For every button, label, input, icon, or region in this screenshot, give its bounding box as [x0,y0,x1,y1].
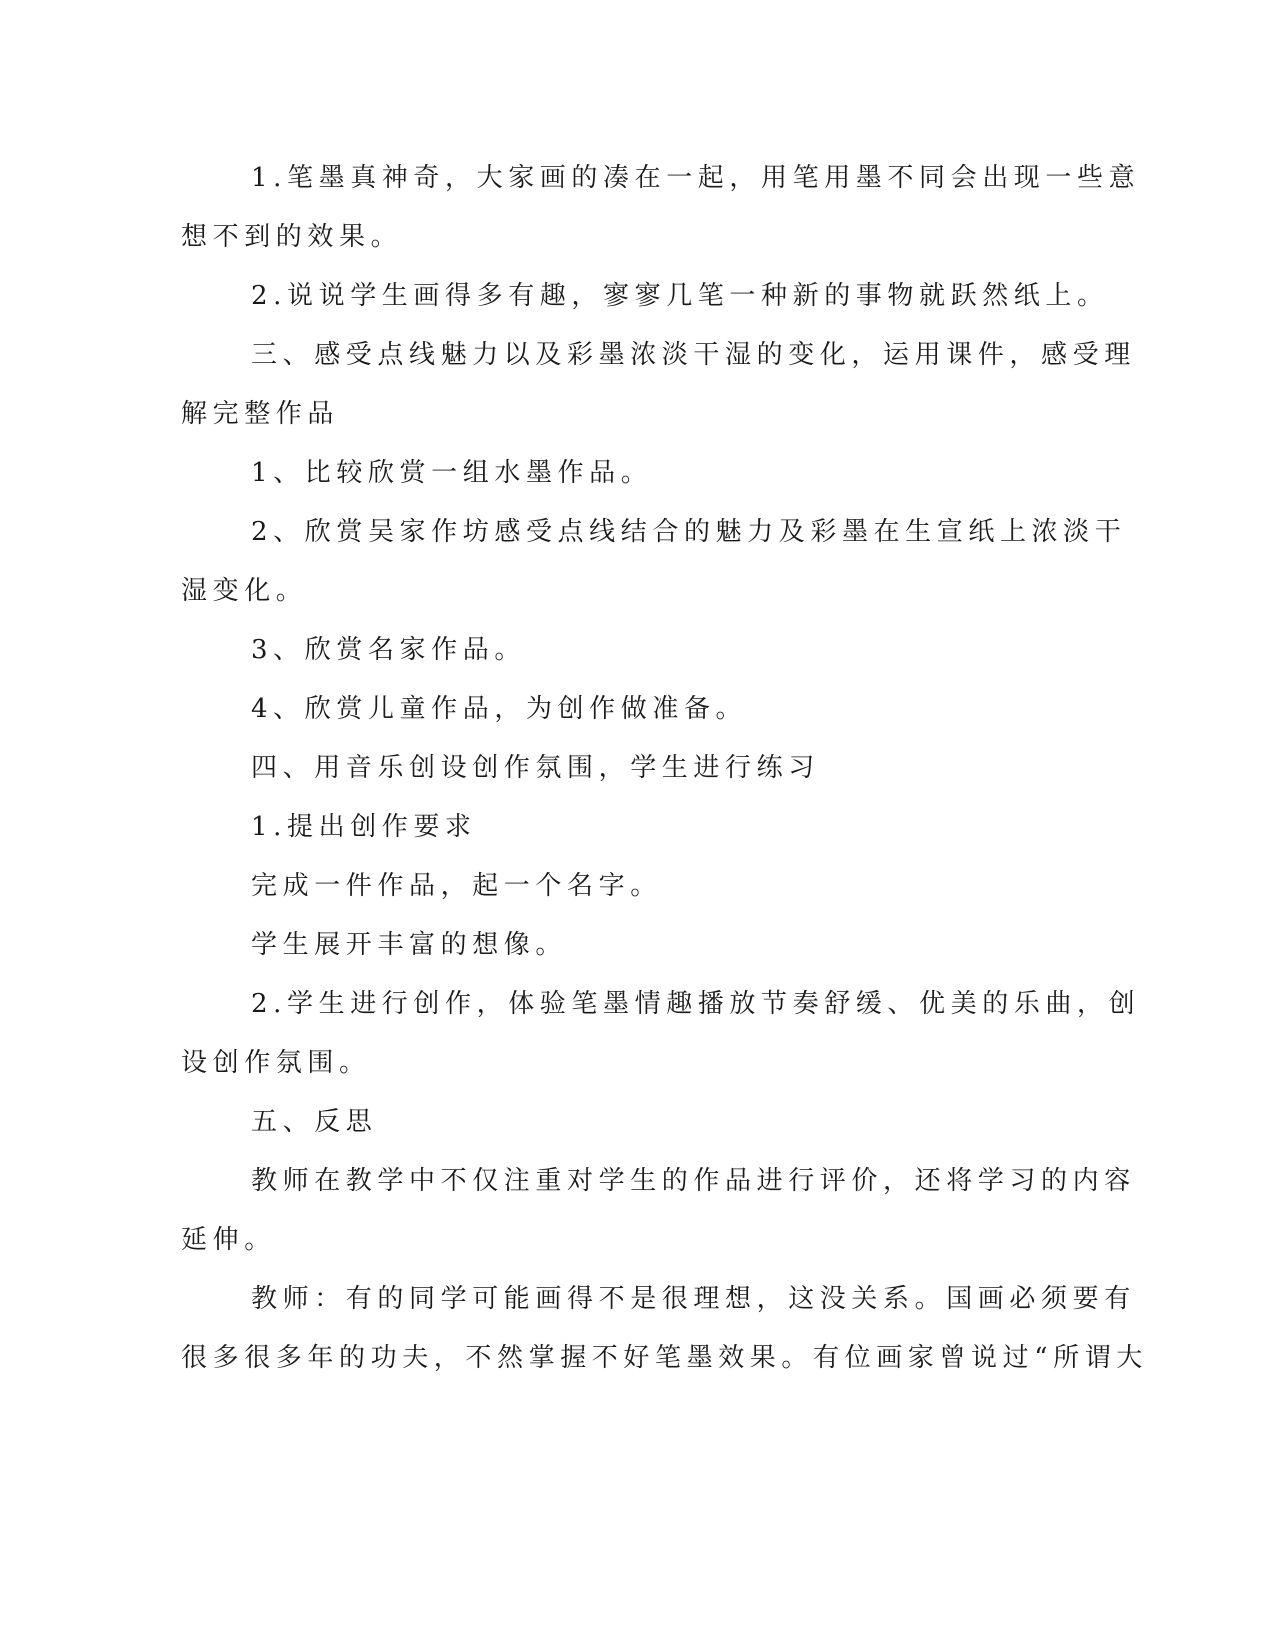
section-heading: 四、用音乐创设创作氛围，学生进行练习 [251,753,820,783]
text-line: 1.笔墨真神奇，大家画的凑在一起，用笔用墨不同会出现一些意 [251,163,1141,193]
text-line: 1.提出创作要求 [251,812,477,842]
text-line: 3、欣赏名家作品。 [251,635,526,665]
text-line: 想不到的效果。 [181,222,403,252]
section-heading: 三、感受点线魅力以及彩墨浓淡干湿的变化，运用课件，感受理 [251,340,1136,370]
text-line: 完成一件作品，起一个名字。 [251,871,662,901]
section-heading: 解完整作品 [181,399,340,429]
text-line: 设创作氛围。 [181,1048,371,1078]
text-line: 学生展开丰富的想像。 [251,930,568,960]
text-line: 教师在教学中不仅注重对学生的作品进行评价，还将学习的内容 [251,1166,1136,1196]
text-line: 4、欣赏儿童作品，为创作做准备。 [251,694,748,724]
text-line: 1、比较欣赏一组水墨作品。 [251,458,653,488]
text-line: 2.学生进行创作，体验笔墨情趣播放节奏舒缓、优美的乐曲，创 [251,989,1141,1019]
text-line: 延伸。 [181,1225,276,1255]
text-line: 湿变化。 [181,576,308,606]
text-line: 2.说说学生画得多有趣，寥寥几笔一种新的事物就跃然纸上。 [251,281,1109,311]
text-line: 很多很多年的功夫，不然掌握不好笔墨效果。有位画家曾说过“所谓大 [181,1343,1148,1373]
section-heading: 五、反思 [251,1107,378,1137]
text-line: 2、欣赏吴家作坊感受点线结合的魅力及彩墨在生宣纸上浓淡干 [251,517,1127,547]
text-line: 教师：有的同学可能画得不是很理想，这没关系。国画必须要有 [251,1284,1136,1314]
